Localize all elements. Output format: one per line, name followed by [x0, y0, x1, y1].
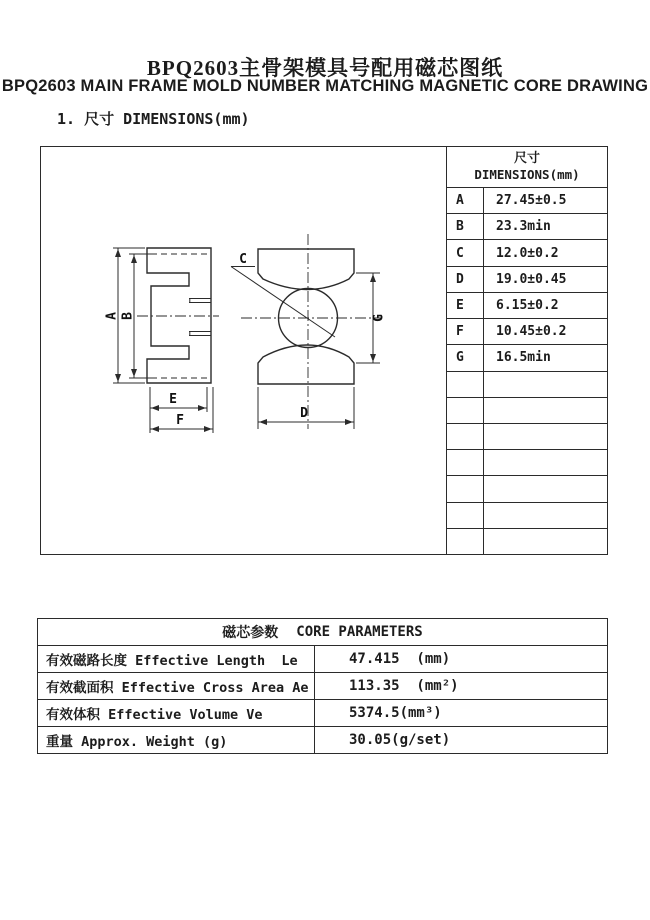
dim-value: 19.0±0.45 [496, 271, 567, 287]
dimension-d [258, 387, 354, 429]
side-view-step-lines [189, 299, 211, 336]
core-parameters-header-en: CORE PARAMETERS [296, 624, 423, 640]
dim-table-row-b [447, 213, 607, 239]
core-technical-drawing [41, 147, 445, 553]
dim-letter: G [447, 345, 484, 370]
dim-label-e: E [169, 392, 177, 407]
core-parameters-header-cn: 磁芯参数 [222, 625, 279, 641]
param-value: 5374.5(mm³) [349, 705, 442, 721]
dim-label-b: B [120, 312, 136, 320]
dim-letter: B [447, 214, 484, 239]
dimension-c [231, 252, 335, 337]
dim-table-row-d [447, 266, 607, 292]
front-view-top-flange [258, 249, 354, 290]
dim-letter: C [447, 240, 484, 265]
dim-table-empty-row [447, 475, 607, 501]
param-row-approx-weight [38, 726, 607, 753]
core-parameters-header [38, 619, 607, 645]
dim-label-f: F [176, 413, 184, 428]
dim-table-row-f [447, 318, 607, 344]
dim-label-d: D [300, 406, 308, 421]
front-view-bottom-flange [258, 345, 354, 384]
dim-letter: A [447, 188, 484, 213]
dim-label-c: C [239, 252, 247, 267]
dim-table-row-c [447, 239, 607, 265]
param-row-effective-cross-area [38, 672, 607, 699]
dim-letter: F [447, 319, 484, 344]
dimensions-table [446, 147, 607, 554]
page-title: BPQ2603主骨架模具号配用磁芯图纸 [146, 56, 504, 80]
dim-value: 12.0±0.2 [496, 245, 559, 261]
dim-letter: D [447, 267, 484, 292]
dim-value: 10.45±0.2 [496, 324, 567, 340]
side-view [105, 248, 220, 433]
dimensions-header-en: DIMENSIONS(mm) [474, 167, 580, 183]
dim-table-row-e [447, 292, 607, 318]
dim-table-empty-row [447, 528, 607, 554]
dimensions-table-header [447, 147, 607, 187]
param-row-effective-length [38, 645, 607, 672]
dim-table-empty-row [447, 502, 607, 528]
dim-value: 27.45±0.5 [496, 193, 567, 209]
dim-value: 6.15±0.2 [496, 297, 559, 313]
section-heading: 1. 尺寸 DIMENSIONS(mm) [57, 110, 250, 128]
front-view [231, 234, 387, 429]
dim-table-empty-row [447, 371, 607, 397]
param-label: 有效磁路长度 Effective Length Le [38, 646, 315, 672]
dimension-f [150, 387, 213, 433]
side-view-outline [147, 248, 211, 383]
param-value: 113.35 (mm²) [349, 678, 459, 694]
dim-label-g: G [371, 314, 387, 322]
dimensions-header-cn: 尺寸 [513, 150, 540, 166]
param-value: 30.05(g/set) [349, 732, 451, 748]
dim-letter: E [447, 293, 484, 318]
param-value: 47.415 (mm) [349, 651, 451, 667]
page-subtitle: BPQ2603 MAIN FRAME MOLD NUMBER MATCHING MAGNETIC CORE DRAWING [1, 77, 649, 95]
dim-value: 23.3min [496, 219, 551, 235]
dim-table-empty-row [447, 449, 607, 475]
param-label: 重量 Approx. Weight (g) [38, 727, 315, 753]
param-label: 有效截面积 Effective Cross Area Ae [38, 673, 315, 699]
drawing-box [40, 146, 608, 555]
param-row-effective-volume [38, 699, 607, 726]
dim-label-a: A [104, 312, 120, 320]
param-label: 有效体积 Effective Volume Ve [38, 700, 315, 726]
dim-value: 16.5min [496, 350, 551, 366]
dim-table-empty-row [447, 423, 607, 449]
dim-table-row-g [447, 344, 607, 370]
core-parameters-table [37, 618, 608, 754]
dim-table-empty-row [447, 397, 607, 423]
dim-table-row-a [447, 187, 607, 213]
